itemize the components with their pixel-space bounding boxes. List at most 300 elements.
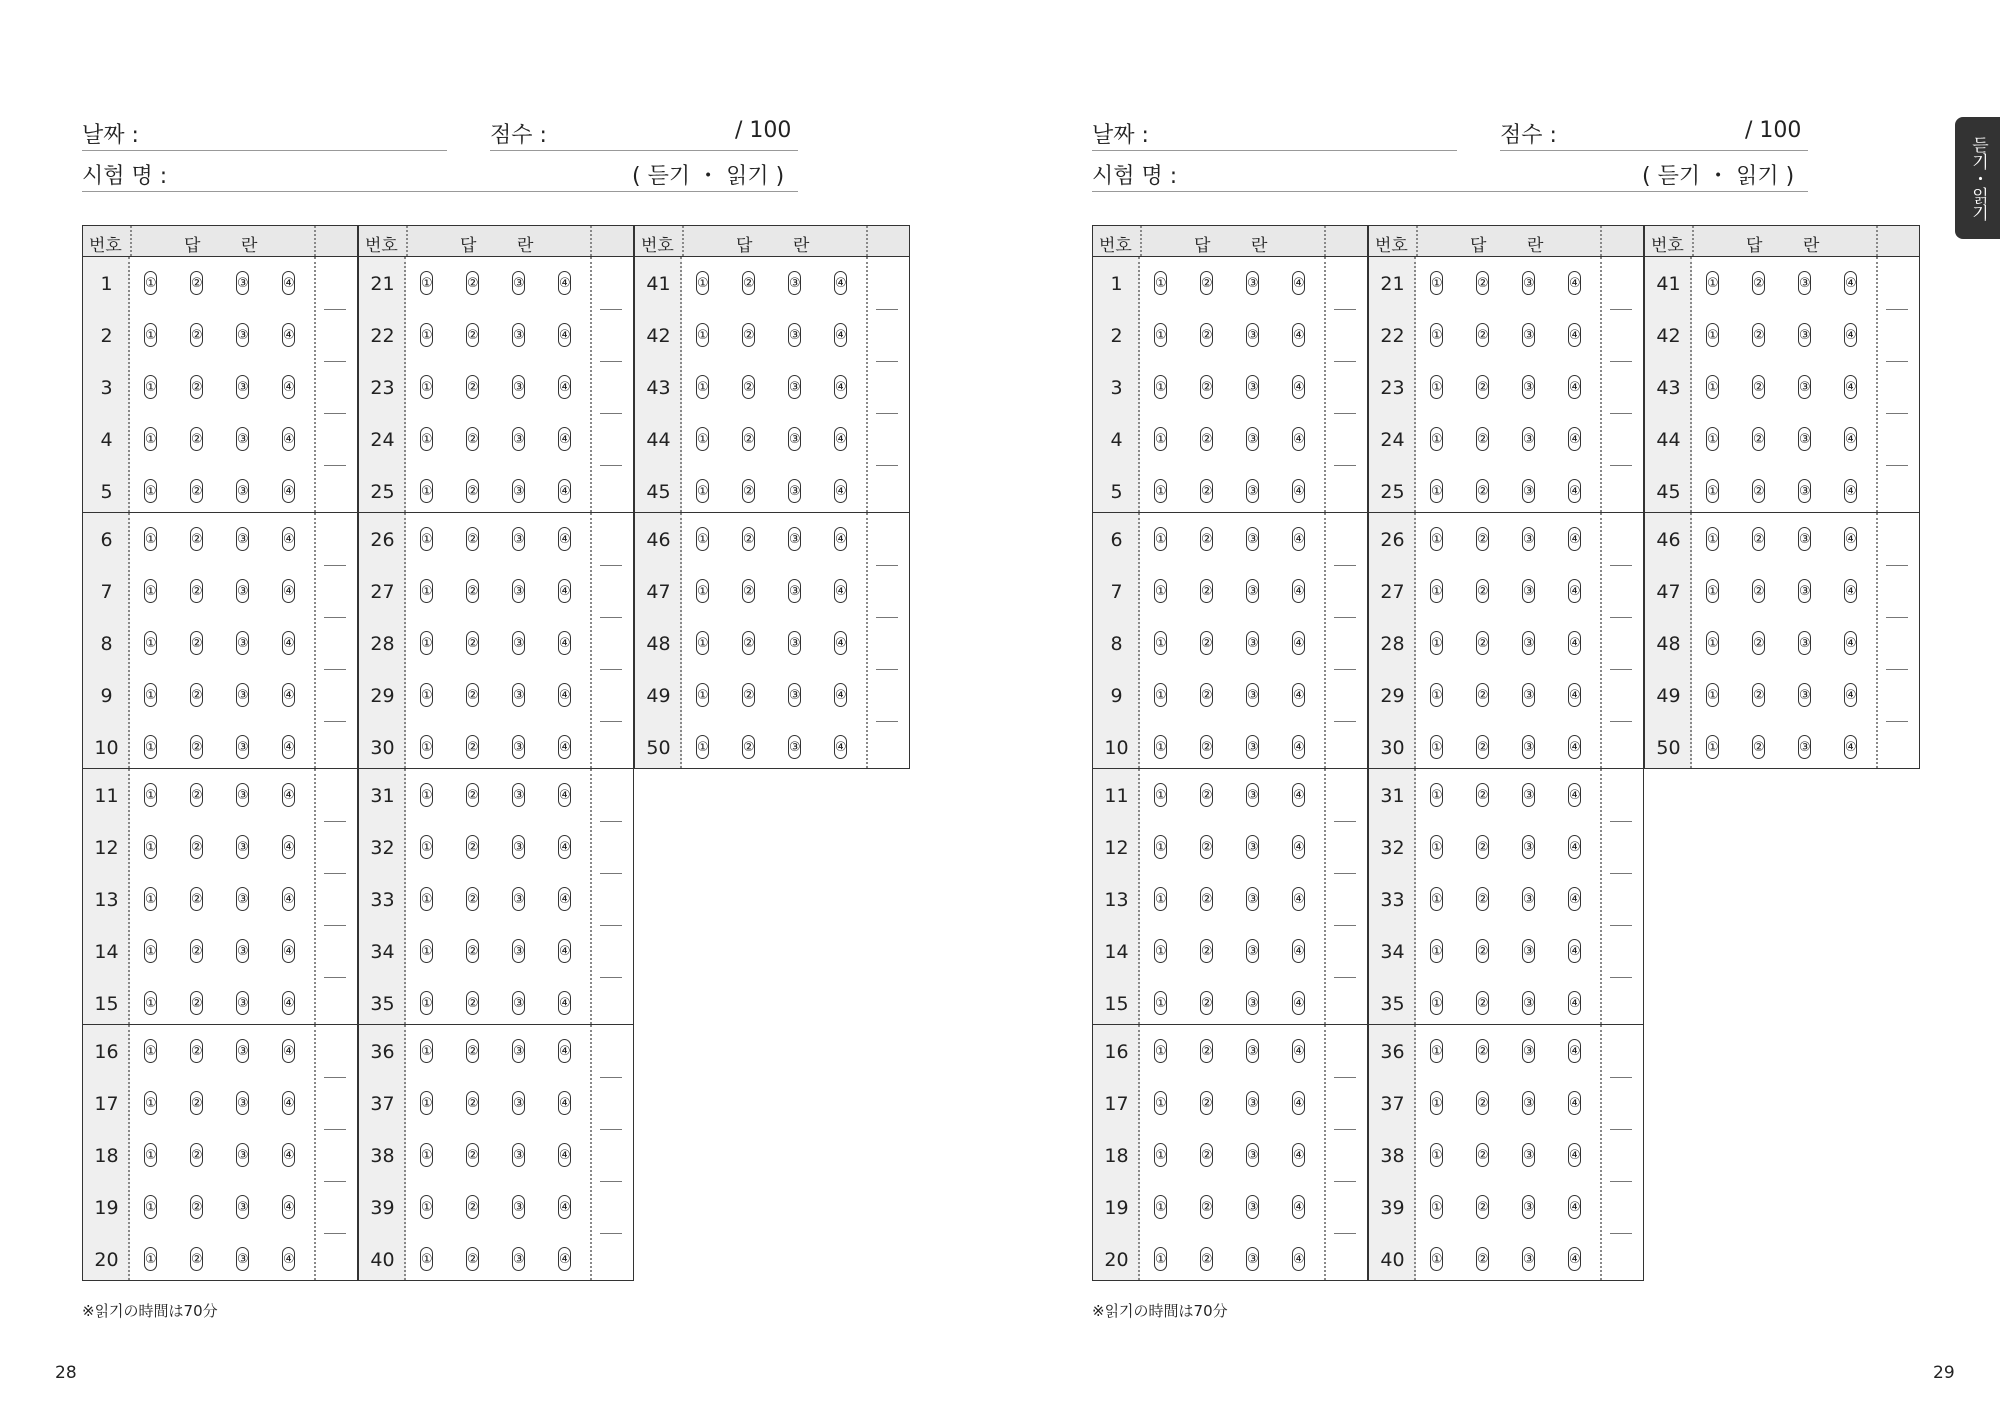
answer-bubble[interactable]: ④ bbox=[282, 735, 295, 759]
answer-bubble[interactable]: ① bbox=[420, 1091, 433, 1115]
answer-bubble[interactable]: ③ bbox=[1798, 323, 1811, 347]
answer-bubble[interactable]: ① bbox=[144, 735, 157, 759]
answer-bubble[interactable]: ④ bbox=[1292, 1091, 1305, 1115]
answer-bubble[interactable]: ④ bbox=[1568, 991, 1581, 1015]
answer-bubble[interactable]: ④ bbox=[834, 427, 847, 451]
answer-bubble[interactable]: ① bbox=[420, 735, 433, 759]
answer-bubble[interactable]: ① bbox=[420, 271, 433, 295]
answer-bubble[interactable]: ③ bbox=[236, 683, 249, 707]
answer-bubble[interactable]: ① bbox=[1430, 579, 1443, 603]
answer-bubble[interactable]: ④ bbox=[558, 939, 571, 963]
answer-bubble[interactable]: ② bbox=[190, 1195, 203, 1219]
answer-bubble[interactable]: ④ bbox=[1292, 323, 1305, 347]
answer-bubble[interactable]: ② bbox=[466, 579, 479, 603]
section-choice[interactable]: ( 듣기 ・ 읽기 ) bbox=[1642, 164, 1795, 189]
answer-bubble[interactable]: ① bbox=[420, 991, 433, 1015]
answer-bubble[interactable]: ④ bbox=[1568, 427, 1581, 451]
answer-bubble[interactable]: ① bbox=[144, 527, 157, 551]
answer-bubble[interactable]: ① bbox=[420, 1247, 433, 1271]
answer-bubble[interactable]: ③ bbox=[512, 579, 525, 603]
answer-bubble[interactable]: ② bbox=[190, 1247, 203, 1271]
answer-bubble[interactable]: ① bbox=[144, 939, 157, 963]
answer-bubble[interactable]: ③ bbox=[1522, 887, 1535, 911]
answer-bubble[interactable]: ① bbox=[1430, 735, 1443, 759]
answer-bubble[interactable]: ③ bbox=[1798, 527, 1811, 551]
answer-bubble[interactable]: ④ bbox=[282, 579, 295, 603]
answer-bubble[interactable]: ② bbox=[1476, 783, 1489, 807]
answer-bubble[interactable]: ② bbox=[1200, 271, 1213, 295]
answer-bubble[interactable]: ② bbox=[466, 1247, 479, 1271]
answer-bubble[interactable]: ① bbox=[144, 579, 157, 603]
answer-bubble[interactable]: ④ bbox=[834, 735, 847, 759]
answer-bubble[interactable]: ③ bbox=[512, 991, 525, 1015]
answer-bubble[interactable]: ② bbox=[466, 1143, 479, 1167]
answer-bubble[interactable]: ② bbox=[190, 783, 203, 807]
answer-bubble[interactable]: ③ bbox=[1246, 683, 1259, 707]
answer-bubble[interactable]: ③ bbox=[512, 375, 525, 399]
answer-bubble[interactable]: ③ bbox=[1246, 1091, 1259, 1115]
answer-bubble[interactable]: ① bbox=[420, 939, 433, 963]
answer-bubble[interactable]: ① bbox=[1706, 427, 1719, 451]
answer-bubble[interactable]: ② bbox=[1752, 631, 1765, 655]
answer-bubble[interactable]: ② bbox=[742, 479, 755, 503]
answer-bubble[interactable]: ① bbox=[1154, 991, 1167, 1015]
answer-bubble[interactable]: ① bbox=[1430, 375, 1443, 399]
answer-bubble[interactable]: ④ bbox=[1292, 527, 1305, 551]
answer-bubble[interactable]: ③ bbox=[236, 579, 249, 603]
answer-bubble[interactable]: ② bbox=[1200, 375, 1213, 399]
answer-bubble[interactable]: ② bbox=[742, 427, 755, 451]
answer-bubble[interactable]: ② bbox=[466, 735, 479, 759]
answer-bubble[interactable]: ③ bbox=[1522, 527, 1535, 551]
answer-bubble[interactable]: ③ bbox=[236, 887, 249, 911]
answer-bubble[interactable]: ③ bbox=[1522, 783, 1535, 807]
answer-bubble[interactable]: ② bbox=[466, 683, 479, 707]
answer-bubble[interactable]: ① bbox=[420, 527, 433, 551]
answer-bubble[interactable]: ② bbox=[1476, 1143, 1489, 1167]
answer-bubble[interactable]: ④ bbox=[1292, 479, 1305, 503]
answer-bubble[interactable]: ① bbox=[1154, 375, 1167, 399]
answer-bubble[interactable]: ① bbox=[696, 631, 709, 655]
answer-bubble[interactable]: ① bbox=[1430, 991, 1443, 1015]
answer-bubble[interactable]: ① bbox=[1430, 1247, 1443, 1271]
answer-bubble[interactable]: ④ bbox=[1568, 1195, 1581, 1219]
answer-bubble[interactable]: ② bbox=[1476, 631, 1489, 655]
answer-bubble[interactable]: ① bbox=[1430, 939, 1443, 963]
answer-bubble[interactable]: ③ bbox=[512, 479, 525, 503]
answer-bubble[interactable]: ① bbox=[1706, 631, 1719, 655]
answer-bubble[interactable]: ④ bbox=[1568, 527, 1581, 551]
score-field[interactable] bbox=[490, 150, 798, 151]
answer-bubble[interactable]: ② bbox=[1476, 479, 1489, 503]
answer-bubble[interactable]: ① bbox=[1430, 527, 1443, 551]
answer-bubble[interactable]: ① bbox=[420, 1039, 433, 1063]
answer-bubble[interactable]: ④ bbox=[834, 631, 847, 655]
answer-bubble[interactable]: ③ bbox=[236, 427, 249, 451]
answer-bubble[interactable]: ② bbox=[1200, 323, 1213, 347]
answer-bubble[interactable]: ③ bbox=[1522, 835, 1535, 859]
answer-bubble[interactable]: ④ bbox=[1568, 1143, 1581, 1167]
answer-bubble[interactable]: ③ bbox=[1522, 1195, 1535, 1219]
answer-bubble[interactable]: ① bbox=[1154, 1091, 1167, 1115]
answer-bubble[interactable]: ④ bbox=[558, 323, 571, 347]
answer-bubble[interactable]: ③ bbox=[512, 1091, 525, 1115]
exam-name-field[interactable] bbox=[1092, 191, 1808, 192]
answer-bubble[interactable]: ③ bbox=[788, 375, 801, 399]
answer-bubble[interactable]: ④ bbox=[1568, 271, 1581, 295]
answer-bubble[interactable]: ② bbox=[1476, 835, 1489, 859]
answer-bubble[interactable]: ① bbox=[144, 1143, 157, 1167]
answer-bubble[interactable]: ② bbox=[1476, 683, 1489, 707]
answer-bubble[interactable]: ④ bbox=[282, 479, 295, 503]
answer-bubble[interactable]: ① bbox=[1154, 323, 1167, 347]
answer-bubble[interactable]: ③ bbox=[1798, 479, 1811, 503]
answer-bubble[interactable]: ③ bbox=[1246, 579, 1259, 603]
answer-bubble[interactable]: ② bbox=[466, 271, 479, 295]
answer-bubble[interactable]: ④ bbox=[1568, 1039, 1581, 1063]
score-field[interactable] bbox=[1500, 150, 1808, 151]
date-field[interactable] bbox=[1092, 150, 1457, 151]
answer-bubble[interactable]: ① bbox=[1154, 271, 1167, 295]
answer-bubble[interactable]: ① bbox=[696, 527, 709, 551]
answer-bubble[interactable]: ② bbox=[1476, 1247, 1489, 1271]
answer-bubble[interactable]: ① bbox=[696, 323, 709, 347]
answer-bubble[interactable]: ④ bbox=[834, 579, 847, 603]
answer-bubble[interactable]: ④ bbox=[1844, 323, 1857, 347]
answer-bubble[interactable]: ④ bbox=[558, 991, 571, 1015]
answer-bubble[interactable]: ③ bbox=[1246, 479, 1259, 503]
answer-bubble[interactable]: ④ bbox=[282, 1091, 295, 1115]
answer-bubble[interactable]: ① bbox=[420, 479, 433, 503]
answer-bubble[interactable]: ② bbox=[466, 631, 479, 655]
answer-bubble[interactable]: ④ bbox=[834, 271, 847, 295]
answer-bubble[interactable]: ④ bbox=[282, 783, 295, 807]
answer-bubble[interactable]: ② bbox=[1200, 527, 1213, 551]
answer-bubble[interactable]: ① bbox=[420, 631, 433, 655]
answer-bubble[interactable]: ③ bbox=[1798, 735, 1811, 759]
answer-bubble[interactable]: ④ bbox=[1292, 939, 1305, 963]
answer-bubble[interactable]: ② bbox=[190, 1039, 203, 1063]
answer-bubble[interactable]: ④ bbox=[1568, 631, 1581, 655]
answer-bubble[interactable]: ④ bbox=[558, 1195, 571, 1219]
answer-bubble[interactable]: ③ bbox=[1522, 1143, 1535, 1167]
answer-bubble[interactable]: ② bbox=[466, 479, 479, 503]
date-field[interactable] bbox=[82, 150, 447, 151]
answer-bubble[interactable]: ④ bbox=[1292, 375, 1305, 399]
answer-bubble[interactable]: ③ bbox=[236, 1039, 249, 1063]
answer-bubble[interactable]: ④ bbox=[1568, 579, 1581, 603]
answer-bubble[interactable]: ① bbox=[1154, 1039, 1167, 1063]
answer-bubble[interactable]: ① bbox=[1430, 887, 1443, 911]
answer-bubble[interactable]: ① bbox=[1430, 1143, 1443, 1167]
answer-bubble[interactable]: ① bbox=[144, 991, 157, 1015]
answer-bubble[interactable]: ③ bbox=[1246, 631, 1259, 655]
answer-bubble[interactable]: ④ bbox=[1292, 887, 1305, 911]
answer-bubble[interactable]: ① bbox=[1154, 579, 1167, 603]
answer-bubble[interactable]: ④ bbox=[1568, 1091, 1581, 1115]
answer-bubble[interactable]: ② bbox=[466, 1039, 479, 1063]
answer-bubble[interactable]: ② bbox=[190, 479, 203, 503]
answer-bubble[interactable]: ② bbox=[1200, 579, 1213, 603]
answer-bubble[interactable]: ③ bbox=[1522, 375, 1535, 399]
answer-bubble[interactable]: ④ bbox=[1844, 683, 1857, 707]
answer-bubble[interactable]: ② bbox=[1476, 427, 1489, 451]
answer-bubble[interactable]: ① bbox=[1154, 1247, 1167, 1271]
answer-bubble[interactable]: ① bbox=[144, 1039, 157, 1063]
answer-bubble[interactable]: ① bbox=[1154, 887, 1167, 911]
answer-bubble[interactable]: ① bbox=[420, 1143, 433, 1167]
answer-bubble[interactable]: ③ bbox=[236, 479, 249, 503]
answer-bubble[interactable]: ① bbox=[1706, 527, 1719, 551]
answer-bubble[interactable]: ④ bbox=[282, 1247, 295, 1271]
answer-bubble[interactable]: ③ bbox=[788, 271, 801, 295]
answer-bubble[interactable]: ④ bbox=[1844, 427, 1857, 451]
answer-bubble[interactable]: ② bbox=[1476, 271, 1489, 295]
answer-bubble[interactable]: ① bbox=[420, 579, 433, 603]
answer-bubble[interactable]: ④ bbox=[558, 835, 571, 859]
answer-bubble[interactable]: ④ bbox=[282, 1039, 295, 1063]
answer-bubble[interactable]: ③ bbox=[1522, 735, 1535, 759]
answer-bubble[interactable]: ③ bbox=[512, 683, 525, 707]
answer-bubble[interactable]: ① bbox=[1154, 631, 1167, 655]
answer-bubble[interactable]: ② bbox=[742, 735, 755, 759]
answer-bubble[interactable]: ② bbox=[190, 427, 203, 451]
answer-bubble[interactable]: ③ bbox=[1246, 427, 1259, 451]
answer-bubble[interactable]: ② bbox=[742, 631, 755, 655]
answer-bubble[interactable]: ④ bbox=[282, 527, 295, 551]
answer-bubble[interactable]: ① bbox=[1706, 479, 1719, 503]
answer-bubble[interactable]: ① bbox=[1430, 835, 1443, 859]
answer-bubble[interactable]: ① bbox=[1706, 683, 1719, 707]
answer-bubble[interactable]: ③ bbox=[1522, 427, 1535, 451]
answer-bubble[interactable]: ③ bbox=[236, 323, 249, 347]
answer-bubble[interactable]: ① bbox=[696, 271, 709, 295]
answer-bubble[interactable]: ② bbox=[190, 579, 203, 603]
answer-bubble[interactable]: ④ bbox=[1292, 735, 1305, 759]
answer-bubble[interactable]: ③ bbox=[512, 323, 525, 347]
answer-bubble[interactable]: ④ bbox=[282, 835, 295, 859]
answer-bubble[interactable]: ④ bbox=[282, 271, 295, 295]
answer-bubble[interactable]: ④ bbox=[834, 527, 847, 551]
answer-bubble[interactable]: ④ bbox=[558, 427, 571, 451]
answer-bubble[interactable]: ④ bbox=[1844, 579, 1857, 603]
answer-bubble[interactable]: ③ bbox=[1522, 1247, 1535, 1271]
answer-bubble[interactable]: ③ bbox=[1798, 427, 1811, 451]
answer-bubble[interactable]: ① bbox=[144, 427, 157, 451]
answer-bubble[interactable]: ③ bbox=[788, 479, 801, 503]
answer-bubble[interactable]: ④ bbox=[1844, 479, 1857, 503]
answer-bubble[interactable]: ② bbox=[190, 323, 203, 347]
answer-bubble[interactable]: ④ bbox=[1568, 323, 1581, 347]
answer-bubble[interactable]: ③ bbox=[1246, 527, 1259, 551]
answer-bubble[interactable]: ① bbox=[696, 735, 709, 759]
answer-bubble[interactable]: ① bbox=[1430, 427, 1443, 451]
answer-bubble[interactable]: ① bbox=[144, 323, 157, 347]
answer-bubble[interactable]: ② bbox=[190, 683, 203, 707]
answer-bubble[interactable]: ② bbox=[1200, 735, 1213, 759]
answer-bubble[interactable]: ③ bbox=[1798, 271, 1811, 295]
answer-bubble[interactable]: ② bbox=[190, 527, 203, 551]
answer-bubble[interactable]: ④ bbox=[1568, 783, 1581, 807]
answer-bubble[interactable]: ③ bbox=[1246, 1195, 1259, 1219]
answer-bubble[interactable]: ② bbox=[1476, 1195, 1489, 1219]
answer-bubble[interactable]: ② bbox=[466, 939, 479, 963]
answer-bubble[interactable]: ② bbox=[1476, 991, 1489, 1015]
answer-bubble[interactable]: ① bbox=[1706, 735, 1719, 759]
answer-bubble[interactable]: ③ bbox=[1246, 323, 1259, 347]
answer-bubble[interactable]: ① bbox=[144, 1195, 157, 1219]
answer-bubble[interactable]: ③ bbox=[236, 783, 249, 807]
answer-bubble[interactable]: ④ bbox=[558, 1247, 571, 1271]
answer-bubble[interactable]: ③ bbox=[512, 887, 525, 911]
answer-bubble[interactable]: ① bbox=[144, 271, 157, 295]
answer-bubble[interactable]: ② bbox=[190, 735, 203, 759]
answer-bubble[interactable]: ③ bbox=[236, 271, 249, 295]
answer-bubble[interactable]: ② bbox=[1752, 427, 1765, 451]
answer-bubble[interactable]: ③ bbox=[1522, 991, 1535, 1015]
answer-bubble[interactable]: ② bbox=[1200, 991, 1213, 1015]
answer-bubble[interactable]: ④ bbox=[1292, 631, 1305, 655]
answer-bubble[interactable]: ④ bbox=[558, 683, 571, 707]
answer-bubble[interactable]: ③ bbox=[788, 527, 801, 551]
answer-bubble[interactable]: ② bbox=[1200, 1143, 1213, 1167]
answer-bubble[interactable]: ② bbox=[1200, 939, 1213, 963]
answer-bubble[interactable]: ③ bbox=[1522, 579, 1535, 603]
answer-bubble[interactable]: ① bbox=[1154, 835, 1167, 859]
answer-bubble[interactable]: ② bbox=[1476, 1091, 1489, 1115]
answer-bubble[interactable]: ③ bbox=[788, 631, 801, 655]
answer-bubble[interactable]: ② bbox=[1752, 527, 1765, 551]
answer-bubble[interactable]: ② bbox=[466, 427, 479, 451]
answer-bubble[interactable]: ② bbox=[190, 887, 203, 911]
answer-bubble[interactable]: ③ bbox=[512, 631, 525, 655]
answer-bubble[interactable]: ① bbox=[420, 427, 433, 451]
answer-bubble[interactable]: ④ bbox=[1568, 375, 1581, 399]
answer-bubble[interactable]: ① bbox=[420, 1195, 433, 1219]
answer-bubble[interactable]: ① bbox=[420, 683, 433, 707]
answer-bubble[interactable]: ④ bbox=[1292, 835, 1305, 859]
answer-bubble[interactable]: ① bbox=[696, 375, 709, 399]
answer-bubble[interactable]: ④ bbox=[1568, 683, 1581, 707]
answer-bubble[interactable]: ② bbox=[1752, 683, 1765, 707]
answer-bubble[interactable]: ① bbox=[1154, 427, 1167, 451]
answer-bubble[interactable]: ③ bbox=[236, 1091, 249, 1115]
answer-bubble[interactable]: ③ bbox=[236, 991, 249, 1015]
answer-bubble[interactable]: ① bbox=[144, 683, 157, 707]
answer-bubble[interactable]: ② bbox=[1200, 631, 1213, 655]
answer-bubble[interactable]: ③ bbox=[512, 271, 525, 295]
answer-bubble[interactable]: ① bbox=[420, 835, 433, 859]
answer-bubble[interactable]: ③ bbox=[1246, 939, 1259, 963]
answer-bubble[interactable]: ① bbox=[696, 479, 709, 503]
answer-bubble[interactable]: ④ bbox=[282, 1195, 295, 1219]
answer-bubble[interactable]: ② bbox=[1476, 579, 1489, 603]
answer-bubble[interactable]: ① bbox=[144, 887, 157, 911]
answer-bubble[interactable]: ④ bbox=[1292, 1039, 1305, 1063]
answer-bubble[interactable]: ② bbox=[466, 783, 479, 807]
answer-bubble[interactable]: ③ bbox=[236, 527, 249, 551]
answer-bubble[interactable]: ③ bbox=[512, 1039, 525, 1063]
answer-bubble[interactable]: ② bbox=[1200, 887, 1213, 911]
answer-bubble[interactable]: ② bbox=[742, 527, 755, 551]
answer-bubble[interactable]: ① bbox=[696, 579, 709, 603]
answer-bubble[interactable]: ③ bbox=[1522, 631, 1535, 655]
answer-bubble[interactable]: ① bbox=[144, 375, 157, 399]
answer-bubble[interactable]: ① bbox=[696, 683, 709, 707]
answer-bubble[interactable]: ③ bbox=[1246, 991, 1259, 1015]
answer-bubble[interactable]: ③ bbox=[1246, 1143, 1259, 1167]
answer-bubble[interactable]: ① bbox=[1154, 527, 1167, 551]
answer-bubble[interactable]: ② bbox=[466, 375, 479, 399]
answer-bubble[interactable]: ④ bbox=[558, 1039, 571, 1063]
answer-bubble[interactable]: ③ bbox=[1522, 1091, 1535, 1115]
answer-bubble[interactable]: ① bbox=[1430, 1091, 1443, 1115]
answer-bubble[interactable]: ③ bbox=[236, 375, 249, 399]
answer-bubble[interactable]: ② bbox=[190, 991, 203, 1015]
answer-bubble[interactable]: ① bbox=[420, 375, 433, 399]
answer-bubble[interactable]: ② bbox=[1476, 939, 1489, 963]
answer-bubble[interactable]: ① bbox=[1706, 323, 1719, 347]
answer-bubble[interactable]: ③ bbox=[236, 939, 249, 963]
answer-bubble[interactable]: ② bbox=[1200, 783, 1213, 807]
answer-bubble[interactable]: ③ bbox=[1522, 1039, 1535, 1063]
answer-bubble[interactable]: ③ bbox=[1798, 631, 1811, 655]
answer-bubble[interactable]: ③ bbox=[1246, 783, 1259, 807]
answer-bubble[interactable]: ② bbox=[1200, 683, 1213, 707]
answer-bubble[interactable]: ③ bbox=[1522, 479, 1535, 503]
answer-bubble[interactable]: ③ bbox=[1798, 579, 1811, 603]
answer-bubble[interactable]: ③ bbox=[512, 939, 525, 963]
answer-bubble[interactable]: ④ bbox=[282, 375, 295, 399]
answer-bubble[interactable]: ② bbox=[190, 375, 203, 399]
answer-bubble[interactable]: ① bbox=[420, 887, 433, 911]
answer-bubble[interactable]: ③ bbox=[788, 323, 801, 347]
answer-bubble[interactable]: ③ bbox=[512, 835, 525, 859]
answer-bubble[interactable]: ④ bbox=[282, 1143, 295, 1167]
answer-bubble[interactable]: ③ bbox=[236, 631, 249, 655]
answer-bubble[interactable]: ② bbox=[1476, 375, 1489, 399]
answer-bubble[interactable]: ① bbox=[1154, 783, 1167, 807]
answer-bubble[interactable]: ① bbox=[1430, 1195, 1443, 1219]
answer-bubble[interactable]: ③ bbox=[1246, 271, 1259, 295]
answer-bubble[interactable]: ① bbox=[1706, 579, 1719, 603]
answer-bubble[interactable]: ② bbox=[1200, 427, 1213, 451]
answer-bubble[interactable]: ④ bbox=[1568, 887, 1581, 911]
answer-bubble[interactable]: ② bbox=[1752, 375, 1765, 399]
answer-bubble[interactable]: ③ bbox=[1246, 375, 1259, 399]
answer-bubble[interactable]: ④ bbox=[558, 271, 571, 295]
answer-bubble[interactable]: ③ bbox=[236, 1247, 249, 1271]
answer-bubble[interactable]: ③ bbox=[1522, 939, 1535, 963]
answer-bubble[interactable]: ③ bbox=[1246, 1247, 1259, 1271]
answer-bubble[interactable]: ① bbox=[144, 783, 157, 807]
answer-bubble[interactable]: ④ bbox=[282, 991, 295, 1015]
answer-bubble[interactable]: ④ bbox=[282, 427, 295, 451]
answer-bubble[interactable]: ② bbox=[1200, 1247, 1213, 1271]
answer-bubble[interactable]: ③ bbox=[512, 1143, 525, 1167]
answer-bubble[interactable]: ④ bbox=[1292, 1195, 1305, 1219]
answer-bubble[interactable]: ③ bbox=[236, 835, 249, 859]
answer-bubble[interactable]: ① bbox=[144, 835, 157, 859]
answer-bubble[interactable]: ④ bbox=[834, 683, 847, 707]
answer-bubble[interactable]: ③ bbox=[1522, 271, 1535, 295]
answer-bubble[interactable]: ④ bbox=[1568, 1247, 1581, 1271]
answer-bubble[interactable]: ② bbox=[1200, 479, 1213, 503]
answer-bubble[interactable]: ③ bbox=[1522, 683, 1535, 707]
answer-bubble[interactable]: ① bbox=[1706, 271, 1719, 295]
answer-bubble[interactable]: ② bbox=[466, 887, 479, 911]
answer-bubble[interactable]: ② bbox=[742, 683, 755, 707]
